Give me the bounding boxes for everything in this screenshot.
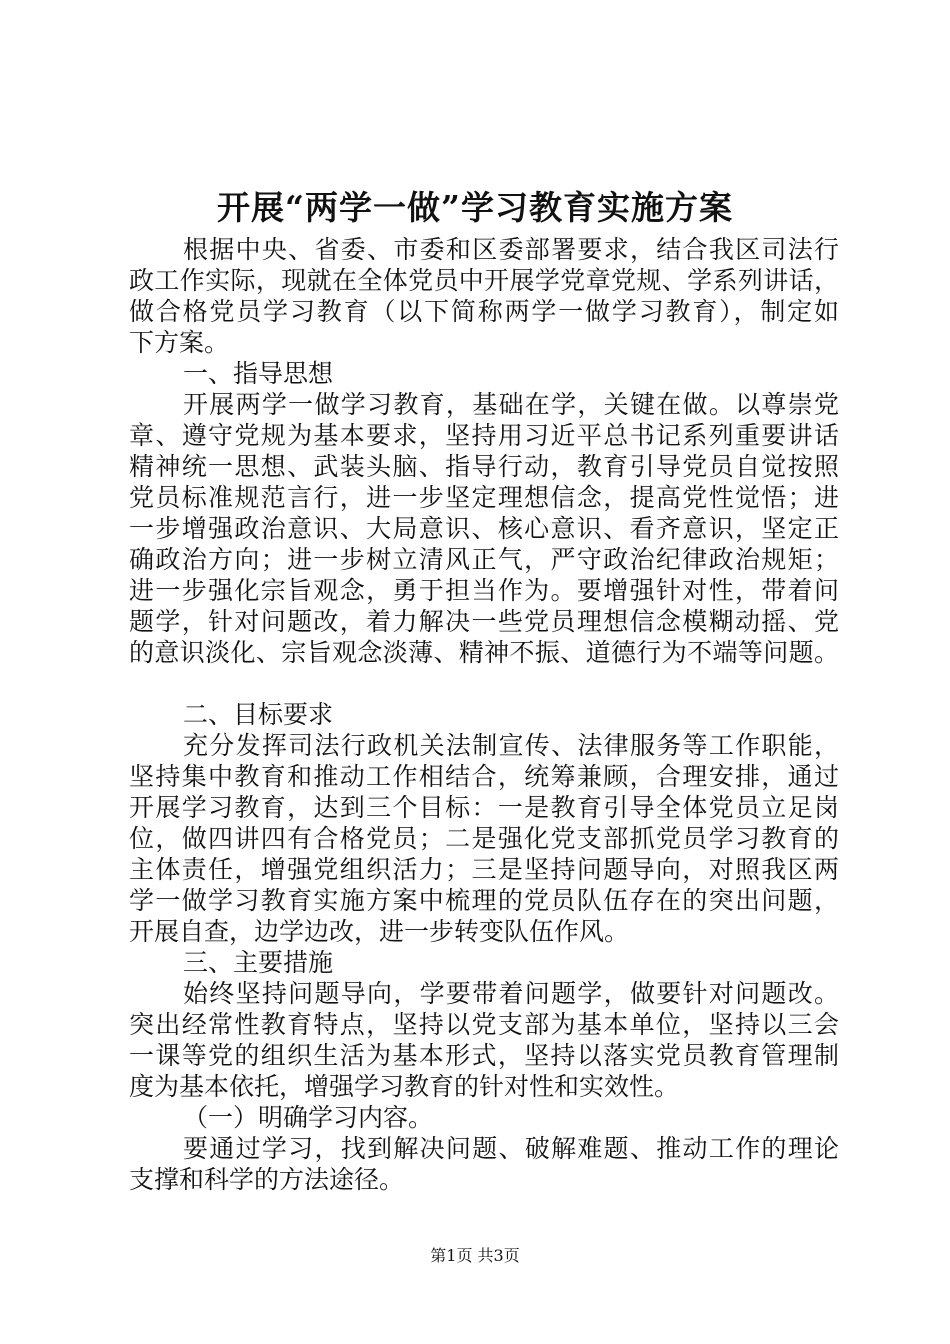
text-line: 要通过学习，找到解决问题、破解难题、推动工作的理论	[183, 1134, 839, 1163]
page-footer: 第1页 共3页	[430, 1246, 520, 1265]
text-line: 做合格党员学习教育（以下简称两学一做学习教育），制定如	[129, 297, 839, 326]
text-line: 一、指导思想	[183, 359, 334, 388]
text-line: 坚持集中教育和推动工作相结合，统筹兼顾，合理安排，通过	[129, 762, 839, 791]
text-line: 党员标准规范言行，进一步坚定理想信念，提高党性觉悟；进	[129, 483, 839, 512]
text-line: 主体责任，增强党组织活力；三是坚持问题导向，对照我区两	[129, 855, 839, 884]
text-line: 度为基本依托，增强学习教育的针对性和实效性。	[129, 1072, 680, 1101]
text-line: 确政治方向；进一步树立清风正气，严守政治纪律政治规矩；	[129, 545, 839, 574]
text-line: 题学，针对问题改，着力解决一些党员理想信念模糊动摇、党	[129, 607, 839, 636]
text-line: 政工作实际，现就在全体党员中开展学党章党规、学系列讲话，	[129, 266, 839, 295]
text-line: 精神统一思想、武装头脑、指导行动，教育引导党员自觉按照	[129, 452, 839, 481]
text-line: 开展两学一做学习教育，基础在学，关键在做。以尊崇党	[183, 390, 839, 419]
text-line: 章、遵守党规为基本要求，坚持用习近平总书记系列重要讲话	[129, 421, 839, 450]
text-line: 三、主要措施	[183, 948, 334, 977]
document-title: 开展“两学一做”学习教育实施方案	[217, 188, 733, 227]
blank-line	[129, 668, 839, 699]
text-line: 位，做四讲四有合格党员；二是强化党支部抓党员学习教育的	[129, 824, 839, 853]
text-line: 开展自查，边学边改，进一步转变队伍作风。	[129, 917, 630, 946]
text-line: 突出经常性教育特点，坚持以党支部为基本单位，坚持以三会	[129, 1010, 839, 1039]
document-body	[129, 234, 839, 1195]
text-line: 学一做学习教育实施方案中梳理的党员队伍存在的突出问题，	[129, 886, 839, 915]
text-line: 进一步强化宗旨观念，勇于担当作为。要增强针对性，带着问	[129, 576, 839, 605]
text-line: 始终坚持问题导向，学要带着问题学，做要针对问题改。	[183, 979, 839, 1008]
text-line: 开展学习教育，达到三个目标：一是教育引导全体党员立足岗	[129, 793, 839, 822]
text-line: 一课等党的组织生活为基本形式，坚持以落实党员教育管理制	[129, 1041, 839, 1070]
text-line: 下方案。	[129, 328, 230, 357]
text-line: （一）明确学习内容。	[183, 1103, 434, 1132]
text-line: 充分发挥司法行政机关法制宣传、法律服务等工作职能，	[183, 731, 839, 760]
text-line: 一步增强政治意识、大局意识、核心意识、看齐意识，坚定正	[129, 514, 839, 543]
text-line: 支撑和科学的方法途径。	[129, 1165, 405, 1194]
text-line: 根据中央、省委、市委和区委部署要求，结合我区司法行	[183, 235, 839, 264]
text-line: 二、目标要求	[183, 700, 334, 729]
text-line: 的意识淡化、宗旨观念淡薄、精神不振、道德行为不端等问题。	[129, 638, 839, 667]
